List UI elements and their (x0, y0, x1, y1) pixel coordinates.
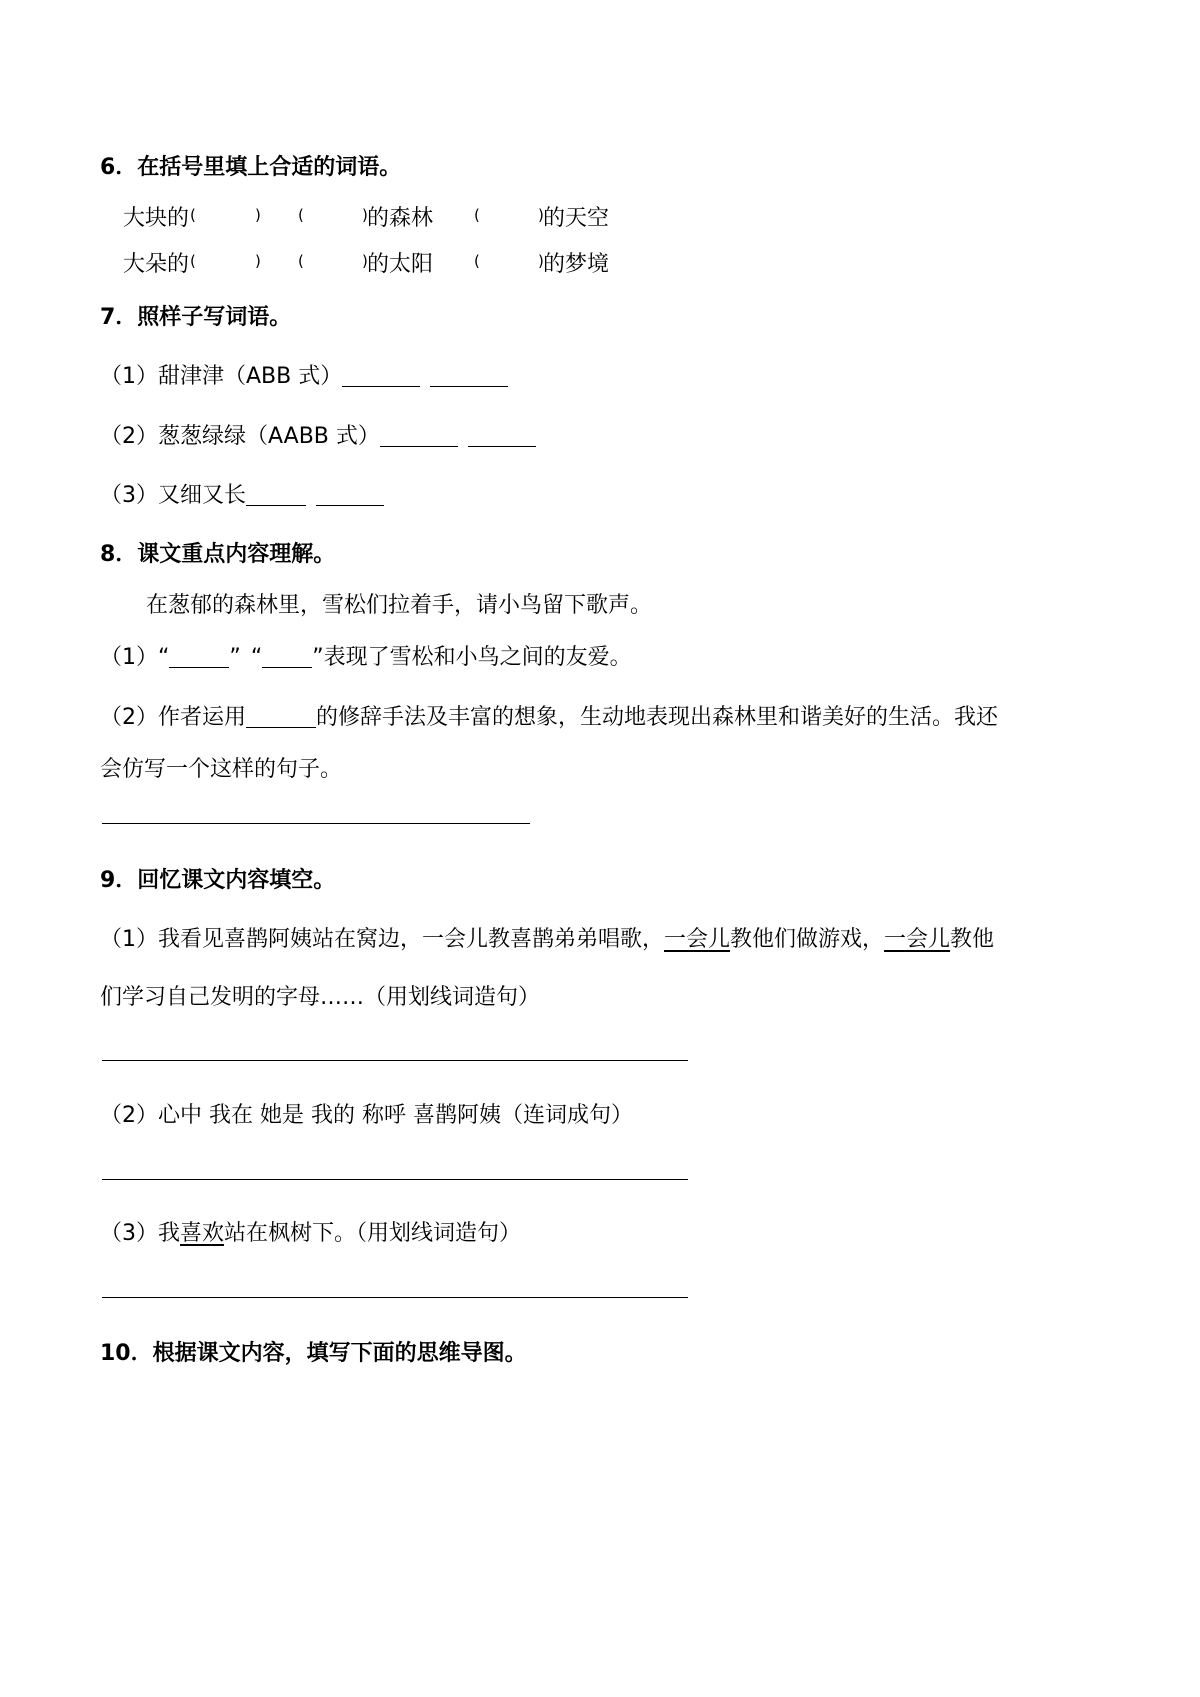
q9-title: 9．回忆课文内容填空。 (100, 868, 336, 893)
paren-close: ) (362, 206, 368, 224)
answer-blank[interactable] (430, 364, 508, 387)
paren-open: ( (474, 252, 480, 270)
q8-item2-prefix: （2）作者运用 (100, 705, 246, 730)
paren-open: ( (190, 206, 196, 224)
paren-open: ( (190, 252, 196, 270)
q8-item1-suffix: 表现了雪松和小鸟之间的友爱。 (323, 645, 632, 670)
q9-item3-b: 站在枫树下。（用划线词造句） (224, 1221, 522, 1246)
q6-row1-c: 的天空 (543, 206, 610, 231)
q6-row1-a: 大块的 (123, 206, 190, 231)
q9-item1-line2: 们学习自己发明的字母……（用划线词造句） (100, 985, 541, 1010)
q9-item3 (100, 1216, 521, 1247)
paren-close: ) (538, 206, 544, 224)
underlined-word: 一会儿 (884, 927, 951, 952)
q6-row2-a: 大朵的 (123, 252, 190, 277)
answer-blank[interactable] (246, 705, 316, 728)
answer-line[interactable] (102, 823, 530, 824)
paren-close: ) (255, 206, 261, 224)
close-quote: ” (229, 645, 241, 670)
paren-open: ( (298, 252, 304, 270)
close-quote: ” (312, 645, 324, 670)
paren-close: ) (255, 252, 261, 270)
answer-blank[interactable] (380, 424, 458, 447)
q7-item1-text: （1）甜津津（ABB 式） (100, 364, 343, 389)
answer-blank[interactable] (468, 424, 536, 447)
q7-item2 (100, 419, 536, 450)
answer-blank[interactable] (246, 483, 306, 506)
q9-item2: （2）心中 我在 她是 我的 称呼 喜鹊阿姨（连词成句） (100, 1103, 633, 1128)
answer-blank[interactable] (169, 645, 229, 668)
answer-line[interactable] (102, 1060, 688, 1061)
answer-blank[interactable] (342, 364, 420, 387)
q6-row1-b: 的森林 (367, 206, 434, 231)
q6-row2-c: 的梦境 (543, 252, 610, 277)
q7-item2-text: （2）葱葱绿绿（AABB 式） (100, 424, 380, 449)
q8-item2 (100, 700, 998, 731)
q8-passage: 在葱郁的森林里，雪松们拉着手，请小鸟留下歌声。 (146, 593, 653, 618)
q7-item1 (100, 359, 508, 390)
open-quote: “ (250, 645, 263, 670)
q8-item1-prefix: （1） (100, 645, 158, 670)
paren-close: ) (538, 252, 544, 270)
underlined-word: 喜欢 (180, 1221, 225, 1246)
q7-item3-text: （3）又细又长 (100, 483, 246, 508)
underlined-word: 一会儿 (664, 927, 731, 952)
answer-line[interactable] (102, 1179, 688, 1180)
q10-title: 10．根据课文内容，填写下面的思维导图。 (100, 1341, 527, 1366)
paren-close: ) (362, 252, 368, 270)
q8-title: 8．课文重点内容理解。 (100, 542, 336, 567)
answer-blank[interactable] (262, 645, 312, 668)
q8-item2-suffix: 的修辞手法及丰富的想象，生动地表现出森林里和谐美好的生活。我还 (316, 705, 999, 730)
q6-row2-b: 的太阳 (367, 252, 434, 277)
q9-item1-c: 教他 (950, 927, 995, 952)
paren-open: ( (298, 206, 304, 224)
q8-item1 (100, 640, 632, 671)
q9-item1-b: 教他们做游戏， (730, 927, 885, 952)
answer-blank[interactable] (316, 483, 384, 506)
paren-open: ( (474, 206, 480, 224)
q9-item1 (100, 922, 994, 953)
q6-title: 6．在括号里填上合适的词语。 (100, 155, 402, 180)
answer-line[interactable] (102, 1297, 688, 1298)
q9-item1-a: （1）我看见喜鹊阿姨站在窝边，一会儿教喜鹊弟弟唱歌， (100, 927, 664, 952)
q7-item3 (100, 478, 384, 509)
q7-title: 7．照样子写词语。 (100, 305, 292, 330)
q8-item2-line2: 会仿写一个这样的句子。 (100, 757, 343, 782)
q9-item3-a: （3）我 (100, 1221, 180, 1246)
open-quote: “ (158, 645, 170, 670)
